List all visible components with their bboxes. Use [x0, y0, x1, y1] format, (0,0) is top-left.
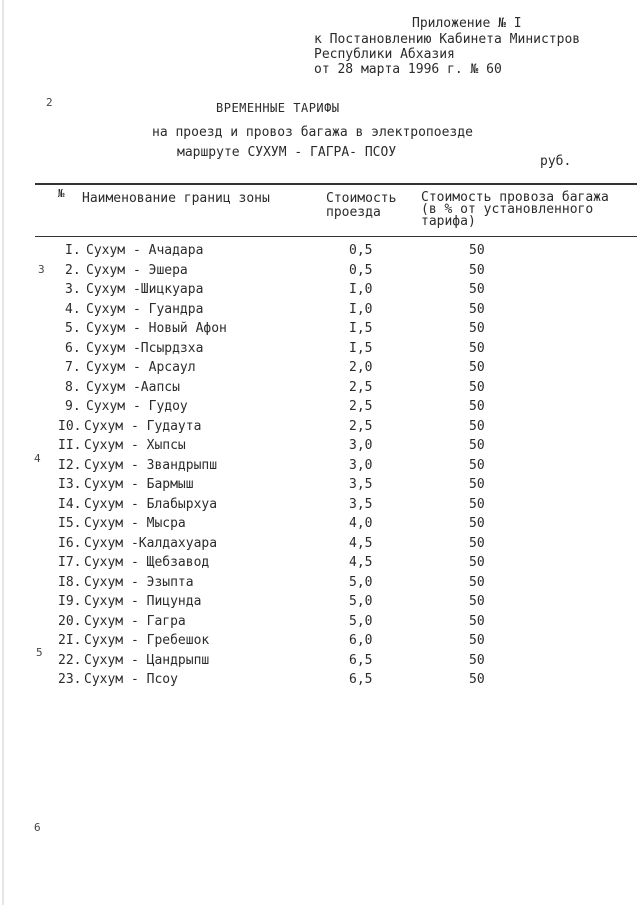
baggage-percent: 50	[469, 458, 485, 473]
margin-mark: 4	[34, 452, 41, 465]
row-number: 3.	[65, 282, 81, 297]
row-number: I.	[65, 243, 81, 258]
row-number: I7.	[58, 555, 82, 570]
baggage-percent: 50	[469, 516, 485, 531]
margin-mark: 6	[34, 821, 41, 834]
row-number: 22.	[58, 653, 82, 668]
zone-name: Сухум - Щебзавод	[84, 555, 210, 570]
fare-cost: 6,0	[349, 633, 373, 648]
fare-cost: 0,5	[349, 243, 373, 258]
margin-mark: 5	[36, 646, 43, 659]
fare-cost: 2,5	[349, 419, 373, 434]
zone-name: Сухум -Калдахуара	[84, 536, 218, 551]
row-number: I4.	[58, 497, 82, 512]
row-number: I5.	[58, 516, 82, 531]
baggage-percent: 50	[469, 263, 485, 278]
document-title: ВРЕМЕННЫЕ ТАРИФЫ	[216, 101, 340, 115]
zone-name: Сухум - Гагра	[84, 614, 186, 629]
fare-cost: 3,5	[349, 497, 373, 512]
zone-name: Сухум - Арсаул	[86, 360, 196, 375]
baggage-percent: 50	[469, 302, 485, 317]
fare-cost: 6,5	[349, 672, 373, 687]
zone-name: Сухум - Бармыш	[84, 477, 194, 492]
row-number: 9.	[65, 399, 81, 414]
baggage-percent: 50	[469, 360, 485, 375]
date-line: от 28 марта 1996 г. № 60	[314, 62, 502, 77]
column-header-baggage: Стоимость провоза багажа (в % от установленного тарифа)	[421, 190, 609, 229]
baggage-percent: 50	[469, 419, 485, 434]
row-number: I0.	[58, 419, 82, 434]
row-number: 20.	[58, 614, 82, 629]
column-header-name: Наименование границ зоны	[82, 191, 270, 206]
fare-cost: 4,5	[349, 555, 373, 570]
baggage-percent: 50	[469, 341, 485, 356]
row-number: 6.	[65, 341, 81, 356]
zone-name: Сухум - Цандрыпш	[84, 653, 210, 668]
row-number: 4.	[65, 302, 81, 317]
baggage-percent: 50	[469, 633, 485, 648]
baggage-percent: 50	[469, 672, 485, 687]
zone-name: Сухум - Новый Афон	[86, 321, 227, 336]
baggage-percent: 50	[469, 614, 485, 629]
zone-name: Сухум - Пицунда	[84, 594, 202, 609]
column-header-number: №	[58, 187, 65, 200]
baggage-percent: 50	[469, 438, 485, 453]
subtitle-line-1: на проезд и провоз багажа в электропоезде	[152, 125, 473, 140]
fare-cost: 2,5	[349, 399, 373, 414]
resolution-line: к Постановлению Кабинета Министров	[314, 32, 581, 47]
row-number: I2.	[58, 458, 82, 473]
zone-name: Сухум - Блабырхуа	[84, 497, 218, 512]
baggage-percent: 50	[469, 594, 485, 609]
zone-name: Сухум - Гудаута	[84, 419, 202, 434]
fare-cost: 5,0	[349, 575, 373, 590]
margin-mark: 3	[38, 263, 45, 276]
fare-cost: I,5	[349, 341, 373, 356]
margin-mark: 2	[46, 96, 53, 109]
zone-name: Сухум - Ачадара	[86, 243, 204, 258]
fare-cost: 0,5	[349, 263, 373, 278]
table-header-rule	[35, 236, 637, 237]
fare-cost: 4,5	[349, 536, 373, 551]
fare-cost: 3,5	[349, 477, 373, 492]
zone-name: Сухум - Хыпсы	[84, 438, 186, 453]
row-number: 2I.	[58, 633, 82, 648]
zone-name: Сухум - Гребешок	[84, 633, 210, 648]
baggage-percent: 50	[469, 477, 485, 492]
row-number: I9.	[58, 594, 82, 609]
zone-name: Сухум - Псоу	[84, 672, 178, 687]
currency-label: руб.	[540, 154, 572, 169]
fare-cost: 5,0	[349, 614, 373, 629]
row-number: 23.	[58, 672, 82, 687]
zone-name: Сухум - Гудоу	[86, 399, 188, 414]
row-number: II.	[58, 438, 82, 453]
baggage-percent: 50	[469, 536, 485, 551]
baggage-percent: 50	[469, 653, 485, 668]
row-number: 5.	[65, 321, 81, 336]
row-number: 2.	[65, 263, 81, 278]
fare-cost: I,5	[349, 321, 373, 336]
zone-name: Сухум -Аапсы	[86, 380, 180, 395]
baggage-percent: 50	[469, 399, 485, 414]
table-top-rule	[35, 183, 637, 185]
fare-cost: 5,0	[349, 594, 373, 609]
scan-edge	[2, 0, 4, 905]
zone-name: Сухум -Шицкуара	[86, 282, 204, 297]
baggage-percent: 50	[469, 321, 485, 336]
baggage-percent: 50	[469, 380, 485, 395]
fare-cost: 3,0	[349, 438, 373, 453]
republic-line: Республики Абхазия	[314, 47, 455, 62]
column-header-cost: Стоимость проезда	[326, 191, 397, 220]
row-number: 8.	[65, 380, 81, 395]
zone-name: Сухум - Звандрыпш	[84, 458, 218, 473]
fare-cost: I,0	[349, 302, 373, 317]
fare-cost: 6,5	[349, 653, 373, 668]
zone-name: Сухум - Мысра	[84, 516, 186, 531]
baggage-percent: 50	[469, 282, 485, 297]
subtitle-line-2: маршруте СУХУМ - ГАГРА- ПСОУ	[177, 145, 397, 160]
appendix-label: Приложение № I	[412, 16, 522, 31]
row-number: I6.	[58, 536, 82, 551]
baggage-percent: 50	[469, 555, 485, 570]
fare-cost: 3,0	[349, 458, 373, 473]
baggage-percent: 50	[469, 243, 485, 258]
fare-cost: 4,0	[349, 516, 373, 531]
zone-name: Сухум -Псырдзха	[86, 341, 204, 356]
zone-name: Сухум - Эшера	[86, 263, 188, 278]
row-number: I8.	[58, 575, 82, 590]
row-number: I3.	[58, 477, 82, 492]
row-number: 7.	[65, 360, 81, 375]
fare-cost: 2,5	[349, 380, 373, 395]
fare-cost: 2,0	[349, 360, 373, 375]
zone-name: Сухум - Гуандра	[86, 302, 204, 317]
baggage-percent: 50	[469, 575, 485, 590]
zone-name: Сухум - Эзыпта	[84, 575, 194, 590]
fare-cost: I,0	[349, 282, 373, 297]
baggage-percent: 50	[469, 497, 485, 512]
